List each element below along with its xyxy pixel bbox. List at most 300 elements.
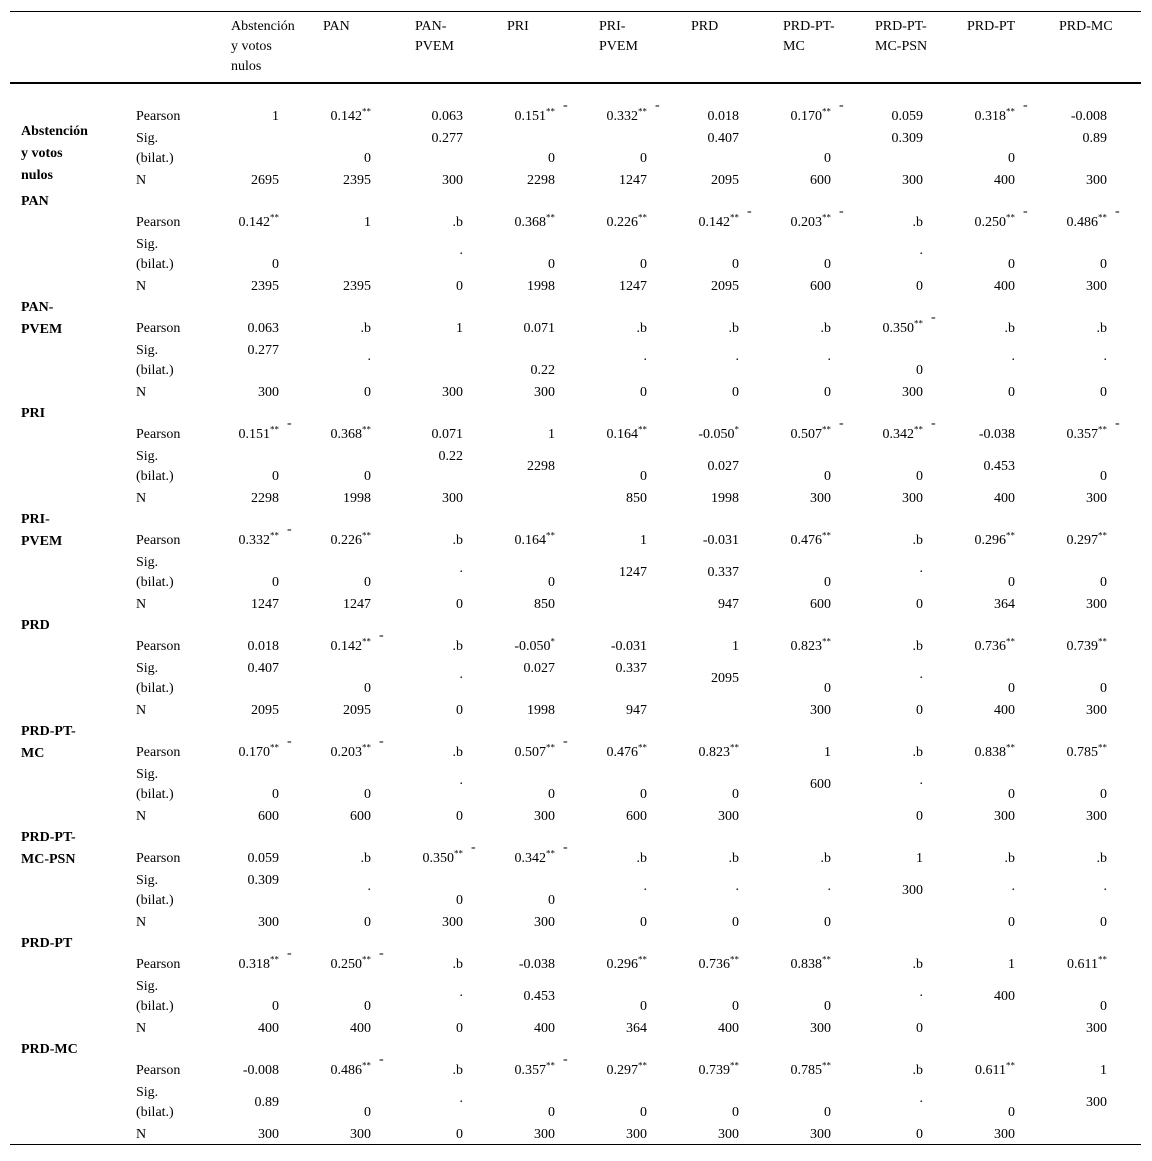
n-cell: 400 <box>258 1021 279 1036</box>
pearson-value: .b <box>912 1063 923 1078</box>
pearson-value: .b <box>636 321 647 336</box>
n-cell: 2395 <box>251 279 279 294</box>
pearson-value: 0.297 <box>606 1063 638 1078</box>
sig-cell: 0 <box>364 681 371 696</box>
pearson-cell <box>187 531 279 551</box>
sig-cell: 0.337 <box>707 565 739 580</box>
row-label-line: PRD <box>21 618 50 633</box>
n-cell: 0 <box>916 597 923 612</box>
row-label <box>21 827 121 871</box>
pearson-cell <box>463 955 555 975</box>
sig-cell: 0 <box>548 151 555 166</box>
n-cell: 600 <box>810 279 831 294</box>
sig-cell: 0 <box>732 1105 739 1120</box>
n-cell: 0 <box>456 1021 463 1036</box>
significance-marker: ** <box>546 212 555 223</box>
row-label-line: PAN <box>21 194 49 209</box>
n-cell: 300 <box>994 809 1015 824</box>
sig-cell: . <box>827 879 831 894</box>
pearson-cell <box>555 955 647 975</box>
significance-marker: ** <box>638 106 647 117</box>
pearson-value: -0.038 <box>518 957 555 972</box>
pearson-value: 1 <box>640 533 647 548</box>
pearson-value: 0.476 <box>790 533 822 548</box>
pearson-value: -0.038 <box>978 427 1015 442</box>
column-header <box>875 17 927 57</box>
pearson-cell <box>555 743 647 763</box>
sig-cell: 0 <box>1100 257 1107 272</box>
column-header <box>507 17 529 37</box>
pearson-value: 0.332 <box>238 533 270 548</box>
pearson-value: 0.296 <box>606 957 638 972</box>
pearson-cell <box>647 531 739 551</box>
pearson-cell <box>187 743 279 763</box>
sig-cell: . <box>735 349 739 364</box>
significance-marker: ** <box>546 106 555 117</box>
row-label <box>21 297 121 341</box>
n-cell: 400 <box>534 1021 555 1036</box>
pearson-value: 0.507 <box>514 745 546 760</box>
pearson-cell <box>371 955 463 975</box>
sig-cell: 0.027 <box>707 459 739 474</box>
row-label-line: PRI- <box>21 512 50 527</box>
sig-cell: 0 <box>272 999 279 1014</box>
sig-cell: 0.277 <box>247 343 279 358</box>
n-cell: 947 <box>626 703 647 718</box>
sig-cell: 0 <box>272 787 279 802</box>
column-header-line: PRD-MC <box>1059 19 1113 34</box>
pearson-value: .b <box>1004 851 1015 866</box>
n-cell: 0 <box>916 703 923 718</box>
n-cell: 2298 <box>527 173 555 188</box>
n-cell: 400 <box>718 1021 739 1036</box>
pearson-cell <box>187 319 279 339</box>
sig-cell: 0 <box>732 999 739 1014</box>
pearson-cell <box>1015 637 1107 657</box>
sig-cell: 0 <box>1008 681 1015 696</box>
pearson-cell <box>187 107 279 127</box>
pearson-value: 0.296 <box>974 533 1006 548</box>
significance-marker: ** <box>822 954 831 965</box>
negative-sign-marker: - <box>563 840 568 855</box>
n-cell: 364 <box>626 1021 647 1036</box>
n-cell: 0 <box>1008 915 1015 930</box>
pearson-value: .b <box>1004 321 1015 336</box>
pearson-value: .b <box>452 533 463 548</box>
significance-marker: * <box>734 424 739 435</box>
pearson-value: 0.063 <box>247 321 279 336</box>
pearson-value: 1 <box>732 639 739 654</box>
sig-cell: 0 <box>1100 787 1107 802</box>
negative-sign-marker: - <box>563 734 568 749</box>
significance-marker: ** <box>1006 212 1015 223</box>
pearson-value: 0.164 <box>514 533 546 548</box>
stat-label-sig-2: (bilat.) <box>136 575 174 590</box>
sig-cell: 0.277 <box>431 131 463 146</box>
pearson-value: 0.142 <box>238 215 270 230</box>
column-header-line: PRD-PT- <box>875 19 927 34</box>
pearson-cell <box>647 955 739 975</box>
pearson-cell <box>371 319 463 339</box>
stat-label-sig-2: (bilat.) <box>136 1105 174 1120</box>
significance-marker: ** <box>270 212 279 223</box>
pearson-cell <box>923 213 1015 233</box>
stat-label-n: N <box>136 279 147 294</box>
negative-sign-marker: - <box>287 734 292 749</box>
pearson-value: .b <box>728 321 739 336</box>
column-header <box>415 17 454 57</box>
n-cell: 300 <box>626 1127 647 1142</box>
row-group <box>10 297 1141 403</box>
pearson-value: 0.823 <box>698 745 730 760</box>
pearson-value: 0.342 <box>514 851 546 866</box>
row-label-line: MC <box>21 746 45 761</box>
pearson-cell <box>923 743 1015 763</box>
pearson-value: .b <box>452 957 463 972</box>
sig-cell: 0 <box>1100 469 1107 484</box>
sig-cell: . <box>459 1091 463 1106</box>
pearson-value: 0.739 <box>698 1063 730 1078</box>
column-header-line: PRD-PT- <box>783 19 835 34</box>
stat-label-pearson: Pearson <box>136 957 181 972</box>
pearson-cell <box>831 849 923 869</box>
stat-label-sig-1: Sig. <box>136 555 159 570</box>
column-header-line: PRD <box>691 19 719 34</box>
pearson-cell <box>831 107 923 127</box>
stat-label-pearson: Pearson <box>136 639 181 654</box>
pearson-cell <box>831 531 923 551</box>
column-header-line: PAN <box>323 19 350 34</box>
pearson-value: 0.785 <box>790 1063 822 1078</box>
sig-cell: . <box>919 561 923 576</box>
sig-cell: 0 <box>640 257 647 272</box>
pearson-value: 0.332 <box>606 109 638 124</box>
row-label-line: Abstención <box>21 124 88 139</box>
stat-label-sig-1: Sig. <box>136 661 159 676</box>
negative-sign-marker: - <box>839 98 844 113</box>
n-cell: 0 <box>916 1127 923 1142</box>
negative-sign-marker: - <box>1023 98 1028 113</box>
column-header-line: PRI- <box>599 19 626 34</box>
pearson-cell <box>831 425 923 445</box>
significance-marker: ** <box>362 424 371 435</box>
pearson-value: .b <box>912 745 923 760</box>
pearson-cell <box>831 1061 923 1081</box>
n-cell: 300 <box>1086 809 1107 824</box>
pearson-value: 0.785 <box>1066 745 1098 760</box>
n-cell: 2095 <box>343 703 371 718</box>
n-cell: 0 <box>1008 385 1015 400</box>
pearson-value: 0.059 <box>247 851 279 866</box>
n-cell: 0 <box>1100 915 1107 930</box>
n-cell: 2298 <box>251 491 279 506</box>
significance-marker: ** <box>546 742 555 753</box>
n-cell: 400 <box>994 173 1015 188</box>
sig-cell: 0 <box>364 787 371 802</box>
significance-marker: ** <box>730 212 739 223</box>
sig-cell: 0 <box>916 363 923 378</box>
n-cell: 300 <box>258 1127 279 1142</box>
row-label <box>21 509 121 553</box>
stat-label-n: N <box>136 703 147 718</box>
n-cell: 1247 <box>343 597 371 612</box>
row-label-line: PRI <box>21 406 46 421</box>
negative-sign-marker: - <box>655 98 660 113</box>
negative-sign-marker: - <box>287 946 292 961</box>
sig-cell: 0 <box>548 1105 555 1120</box>
n-cell: 850 <box>534 597 555 612</box>
sig-cell: 0 <box>824 1105 831 1120</box>
n-cell: 2095 <box>711 279 739 294</box>
sig-cell: 0 <box>548 787 555 802</box>
sig-cell: 0 <box>732 257 739 272</box>
sig-cell: 0.309 <box>891 131 923 146</box>
n-cell: 300 <box>1086 1021 1107 1036</box>
pearson-cell <box>739 425 831 445</box>
sig-cell: 0 <box>364 999 371 1014</box>
row-label <box>21 121 121 187</box>
pearson-value: 0.018 <box>247 639 279 654</box>
negative-sign-marker: - <box>379 946 384 961</box>
pearson-cell <box>555 531 647 551</box>
stat-label-sig-2: (bilat.) <box>136 999 174 1014</box>
pearson-value: .b <box>452 639 463 654</box>
negative-sign-marker: - <box>471 840 476 855</box>
significance-marker: ** <box>362 106 371 117</box>
pearson-value: -0.008 <box>1070 109 1107 124</box>
pearson-cell <box>371 531 463 551</box>
pearson-cell <box>1015 1061 1107 1081</box>
stat-label-sig-1: Sig. <box>136 237 159 252</box>
n-cell: 0 <box>456 279 463 294</box>
pearson-cell <box>371 849 463 869</box>
pearson-value: 0.838 <box>790 957 822 972</box>
sig-cell: 0 <box>640 999 647 1014</box>
pearson-cell <box>647 107 739 127</box>
significance-marker: ** <box>1098 530 1107 541</box>
pearson-cell <box>555 849 647 869</box>
n-cell: 300 <box>902 173 923 188</box>
pearson-cell <box>647 637 739 657</box>
n-cell: 0 <box>916 279 923 294</box>
stat-label-n: N <box>136 1021 147 1036</box>
pearson-value: -0.050 <box>698 427 735 442</box>
row-group <box>10 509 1141 615</box>
sig-cell: . <box>1011 879 1015 894</box>
significance-marker: ** <box>638 1060 647 1071</box>
significance-marker: ** <box>1098 424 1107 435</box>
sig-cell: . <box>1103 879 1107 894</box>
significance-marker: ** <box>362 1060 371 1071</box>
sig-cell: 0.407 <box>247 661 279 676</box>
significance-marker: ** <box>638 424 647 435</box>
row-label-line: PAN- <box>21 300 54 315</box>
pearson-value: 0.203 <box>790 215 822 230</box>
significance-marker: ** <box>546 1060 555 1071</box>
sig-cell: . <box>1011 349 1015 364</box>
pearson-value: 0.203 <box>330 745 362 760</box>
row-group <box>10 933 1141 1039</box>
pearson-cell <box>187 213 279 233</box>
pearson-cell <box>831 743 923 763</box>
n-cell: 300 <box>534 915 555 930</box>
row-label-line: PRD-PT <box>21 936 73 951</box>
significance-marker: ** <box>270 530 279 541</box>
pearson-value: 0.063 <box>431 109 463 124</box>
stat-label-n: N <box>136 809 147 824</box>
sig-cell: 1247 <box>619 565 647 580</box>
pearson-cell <box>647 213 739 233</box>
stat-label-sig-2: (bilat.) <box>136 257 174 272</box>
pearson-value: .b <box>360 851 371 866</box>
sig-cell: 300 <box>902 883 923 898</box>
pearson-value: 0.059 <box>891 109 923 124</box>
significance-marker: ** <box>822 212 831 223</box>
pearson-cell <box>463 743 555 763</box>
row-group <box>10 721 1141 827</box>
n-cell: 300 <box>718 1127 739 1142</box>
pearson-value: 0.142 <box>330 639 362 654</box>
column-header-line: PRD-PT <box>967 19 1016 34</box>
pearson-value: 0.170 <box>238 745 270 760</box>
pearson-value: .b <box>912 533 923 548</box>
n-cell: 0 <box>640 385 647 400</box>
significance-marker: ** <box>270 742 279 753</box>
n-cell: 300 <box>810 491 831 506</box>
pearson-cell <box>279 107 371 127</box>
significance-marker: ** <box>270 424 279 435</box>
n-cell: 300 <box>534 1127 555 1142</box>
pearson-value: 0.164 <box>606 427 638 442</box>
pearson-cell <box>279 849 371 869</box>
column-header-line: y votos <box>231 39 272 54</box>
pearson-cell <box>739 319 831 339</box>
significance-marker: * <box>550 636 555 647</box>
n-cell: 1998 <box>711 491 739 506</box>
stat-label-sig-2: (bilat.) <box>136 469 174 484</box>
significance-marker: ** <box>638 742 647 753</box>
pearson-value: -0.031 <box>702 533 739 548</box>
pearson-value: 0.318 <box>974 109 1006 124</box>
pearson-value: 0.350 <box>882 321 914 336</box>
pearson-value: 0.368 <box>514 215 546 230</box>
column-header-line: PVEM <box>415 39 454 54</box>
sig-cell: . <box>643 349 647 364</box>
n-cell: 300 <box>810 703 831 718</box>
n-cell: 300 <box>994 1127 1015 1142</box>
sig-cell: 0 <box>1008 575 1015 590</box>
sig-cell: 0 <box>732 787 739 802</box>
n-cell: 600 <box>810 173 831 188</box>
pearson-value: 1 <box>916 851 923 866</box>
negative-sign-marker: - <box>563 98 568 113</box>
pearson-value: 1 <box>548 427 555 442</box>
n-cell: 0 <box>364 385 371 400</box>
n-cell: 0 <box>916 809 923 824</box>
sig-cell: 0 <box>1008 151 1015 166</box>
pearson-value: 0.736 <box>974 639 1006 654</box>
significance-marker: ** <box>362 636 371 647</box>
pearson-value: -0.031 <box>610 639 647 654</box>
sig-cell: 0 <box>548 893 555 908</box>
pearson-cell <box>279 955 371 975</box>
sig-cell: 0 <box>1008 1105 1015 1120</box>
n-cell: 300 <box>534 385 555 400</box>
significance-marker: ** <box>914 318 923 329</box>
stat-label-pearson: Pearson <box>136 321 181 336</box>
pearson-cell <box>1015 743 1107 763</box>
sig-cell: 0.309 <box>247 873 279 888</box>
pearson-value: -0.050 <box>514 639 551 654</box>
pearson-cell <box>923 1061 1015 1081</box>
pearson-cell <box>279 743 371 763</box>
negative-sign-marker: - <box>1023 204 1028 219</box>
n-cell: 300 <box>1086 597 1107 612</box>
n-cell: 300 <box>902 385 923 400</box>
pearson-cell <box>923 849 1015 869</box>
column-header <box>783 17 835 57</box>
column-header <box>599 17 638 57</box>
pearson-cell <box>739 1061 831 1081</box>
stat-label-sig-1: Sig. <box>136 343 159 358</box>
column-header <box>691 17 718 37</box>
sig-cell: 0 <box>1100 575 1107 590</box>
n-cell: 0 <box>456 1127 463 1142</box>
n-cell: 300 <box>902 491 923 506</box>
sig-cell: 0 <box>824 469 831 484</box>
stat-label-sig-2: (bilat.) <box>136 363 174 378</box>
pearson-cell <box>831 213 923 233</box>
sig-cell: 0 <box>364 1105 371 1120</box>
significance-marker: ** <box>362 954 371 965</box>
n-cell: 400 <box>350 1021 371 1036</box>
sig-cell: 0.407 <box>707 131 739 146</box>
n-cell: 300 <box>810 1021 831 1036</box>
n-cell: 300 <box>534 809 555 824</box>
pearson-value: .b <box>1096 321 1107 336</box>
pearson-value: 0.151 <box>238 427 270 442</box>
significance-marker: ** <box>546 848 555 859</box>
n-cell: 0 <box>732 385 739 400</box>
table-top-rule <box>10 11 1141 12</box>
sig-cell: . <box>919 667 923 682</box>
pearson-value: 1 <box>364 215 371 230</box>
n-cell: 0 <box>1100 385 1107 400</box>
row-label <box>21 615 121 637</box>
row-label <box>21 933 121 955</box>
sig-cell: 0 <box>640 151 647 166</box>
sig-cell: . <box>919 1091 923 1106</box>
stat-label-n: N <box>136 597 147 612</box>
column-header-line: PAN- <box>415 19 447 34</box>
pearson-value: 0.318 <box>238 957 270 972</box>
pearson-value: 0.350 <box>422 851 454 866</box>
pearson-value: 0.357 <box>514 1063 546 1078</box>
pearson-value: .b <box>1096 851 1107 866</box>
pearson-cell <box>831 319 923 339</box>
n-cell: 2395 <box>343 173 371 188</box>
pearson-cell <box>1015 319 1107 339</box>
pearson-value: 1 <box>824 745 831 760</box>
row-label <box>21 403 121 425</box>
pearson-value: 0.018 <box>707 109 739 124</box>
row-label-line: PVEM <box>21 534 63 549</box>
significance-marker: ** <box>1098 954 1107 965</box>
n-cell: 300 <box>718 809 739 824</box>
sig-cell: 0 <box>364 151 371 166</box>
sig-cell: 0 <box>456 893 463 908</box>
n-cell: 300 <box>1086 279 1107 294</box>
